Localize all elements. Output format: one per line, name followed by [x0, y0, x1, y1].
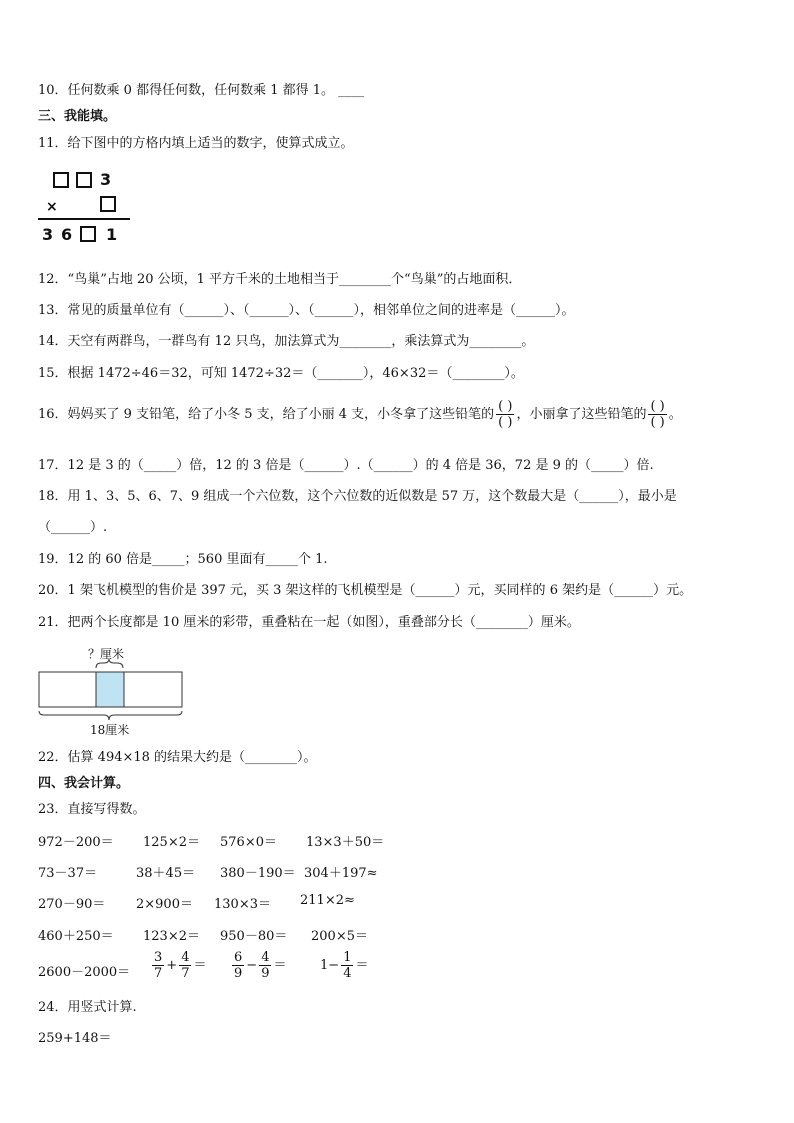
question-22: 22．估算 494×18 的结果大约是（________）。 [38, 750, 317, 765]
calc-item: 270－90＝ [38, 897, 106, 912]
fraction-expression: 1− $\frac{1}{4}$ ＝ [320, 950, 369, 981]
calc-item: 576×0＝ [220, 835, 277, 850]
question-14: 14．天空有两群鸟，一群鸟有 12 只鸟，加法算式为________，乘法算式为________。 [38, 334, 535, 349]
denominator: ( ) [498, 415, 513, 430]
calc-item: 125×2＝ [143, 835, 200, 850]
blank-box[interactable] [76, 172, 92, 188]
digit: 3 [100, 170, 112, 189]
question-20: 20．1 架飞机模型的售价是 397 元，买 3 架这样的飞机模型是（______）元，买同样的 6 架约是（______）元。 [38, 583, 693, 598]
question-10: 10．任何数乘 0 都得任何数，任何数乘 1 都得 1。 ____ [38, 83, 365, 98]
calc-item: 130×3＝ [214, 897, 271, 912]
q16-text-b: ，小丽拿了这些铅笔的 [516, 407, 647, 422]
fraction-blank[interactable] [496, 399, 514, 430]
calc-row [38, 831, 438, 849]
question-12: 12．“鸟巢”占地 20 公顷，1 平方千米的土地相当于________个“鸟巢”的占地面积． [38, 272, 522, 287]
question-16 [38, 398, 682, 432]
calc-item: 2×900＝ [136, 897, 193, 912]
numerator: ( ) [498, 399, 513, 414]
question-11: 11．给下图中的方格内填上适当的数字，使算式成立。 [38, 136, 354, 151]
denominator: ( ) [650, 415, 665, 430]
question-24: 24．用竖式计算. [38, 1000, 137, 1015]
calc-item: 38＋45＝ [136, 866, 196, 881]
fraction-expression: $\frac{3}{7}$ + $\frac{4}{7}$ ＝ [154, 950, 207, 981]
q16-text-a: 16．妈妈买了 9 支铅笔，给了小冬 5 支，给了小丽 4 支，小冬拿了这些铅笔的 [38, 407, 495, 422]
question-21: 21．把两个长度都是 10 厘米的彩带，重叠粘在一起（如图），重叠部分长（________）厘米。 [38, 615, 580, 630]
ribbon-figure [38, 645, 188, 737]
question-15: 15．根据 1472÷46＝32，可知 1472÷32＝（_______），46×32＝（________）。 [38, 366, 524, 381]
numerator: ( ) [650, 399, 665, 414]
calc-item: 460＋250＝ [38, 929, 114, 944]
calc-item: 123×2＝ [143, 929, 200, 944]
calc-item: 13×3＋50＝ [306, 835, 385, 850]
question-17: 17．12 是 3 的（_____）倍，12 的 3 倍是（______）.（______）的 4 倍是 36，72 是 9 的（_____）倍. [38, 458, 654, 473]
calc-item: 380－190＝ [220, 866, 296, 881]
calc-item: 200×5＝ [311, 929, 368, 944]
digit: 3 [42, 225, 54, 244]
question-24a: 259+148＝ [38, 1031, 112, 1046]
calc-row [38, 862, 438, 880]
digit: 6 [61, 225, 73, 244]
question-13: 13．常见的质量单位有（______）、（______）、（______），相邻单位之间的进率是（______）。 [38, 303, 575, 318]
total-length-label: 18厘米 [90, 723, 130, 737]
section-4-heading: 四、我会计算。 [38, 776, 130, 791]
blank-box[interactable] [100, 196, 116, 212]
multiplication-figure [38, 165, 138, 245]
times-sign: × [46, 199, 58, 215]
calc-item: 211×2≈ [300, 893, 355, 908]
result-line [38, 218, 130, 220]
question-18-cont: （______）. [38, 520, 108, 535]
q16-text-c: 。 [668, 407, 682, 422]
question-23: 23．直接写得数。 [38, 802, 146, 817]
section-3-heading: 三、我能填。 [38, 109, 117, 124]
digit: 1 [106, 225, 118, 244]
overlap-label: ？厘米 [88, 647, 125, 661]
calc-row-fractions [38, 950, 438, 990]
calc-item: 950－80＝ [220, 929, 288, 944]
calc-row [38, 925, 438, 943]
question-18: 18．用 1、3、5、6、7、9 组成一个六位数，这个六位数的近似数是 57 万，这个数最大是（______），最小是 [38, 489, 677, 504]
calc-item: 73－37＝ [38, 866, 98, 881]
calc-item: 972－200＝ [38, 835, 114, 850]
question-19: 19．12 的 60 倍是_____；560 里面有_____个 1. [38, 552, 328, 567]
fraction-blank[interactable] [648, 399, 666, 430]
calc-item: 2600－2000＝ [38, 965, 131, 980]
blank-box[interactable] [53, 172, 69, 188]
calc-item: 304＋197≈ [304, 866, 378, 881]
blank-box[interactable] [80, 226, 96, 242]
calc-row [38, 893, 438, 911]
fraction-expression: $\frac{6}{9}$ − $\frac{4}{9}$ ＝ [234, 950, 287, 981]
